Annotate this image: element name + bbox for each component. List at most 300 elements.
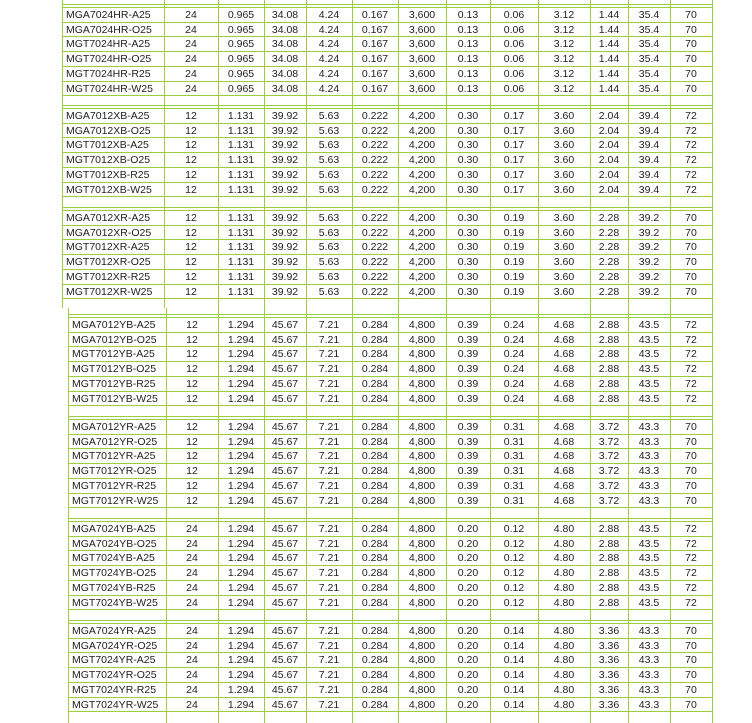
spec-cell-col-13: 70 (685, 83, 697, 95)
spec-cell-col-9: 0.31 (503, 436, 525, 448)
spec-cell-col-7: 4,800 (408, 393, 436, 405)
model-number-cell: MGT7024HR-R25 (66, 68, 151, 80)
spec-cell-col-11: 2.88 (598, 523, 620, 535)
spec-cell-col-10: 3.60 (553, 184, 575, 196)
spec-cell-col-6: 0.222 (361, 125, 389, 137)
spec-cell-col-7: 3,600 (408, 68, 436, 80)
spec-cell-col-5: 5.63 (318, 241, 340, 253)
spec-cell-col-4: 45.67 (271, 421, 299, 433)
model-number-cell: MGT7012XB-R25 (66, 169, 150, 181)
spec-cell-col-12: 43.3 (638, 640, 660, 652)
spec-cell-col-8: 0.30 (457, 241, 479, 253)
spec-cell-col-8: 0.20 (457, 582, 479, 594)
spec-cell-col-3: 1.131 (227, 241, 255, 253)
spec-cell-col-7: 4,800 (408, 450, 436, 462)
spec-cell-col-11: 2.88 (598, 582, 620, 594)
spec-cell-col-10: 3.12 (553, 83, 575, 95)
spec-cell-col-13: 72 (685, 169, 697, 181)
spec-cell-col-11: 2.28 (598, 241, 620, 253)
spec-cell-col-4: 45.67 (271, 699, 299, 711)
spec-cell-col-2: 12 (186, 480, 198, 492)
spec-cell-col-7: 4,800 (408, 582, 436, 594)
spec-cell-col-11: 1.44 (598, 38, 620, 50)
spec-cell-col-12: 43.5 (638, 567, 660, 579)
spec-cell-col-5: 5.63 (318, 271, 340, 283)
spec-cell-col-5: 7.21 (318, 669, 340, 681)
spec-cell-col-4: 45.67 (271, 669, 299, 681)
spec-cell-col-11: 3.36 (598, 640, 620, 652)
model-number-cell: MGT7024YR-O25 (72, 669, 157, 681)
spec-cell-col-4: 45.67 (271, 319, 299, 331)
spec-cell-col-2: 12 (185, 227, 197, 239)
spec-cell-col-6: 0.284 (361, 567, 389, 579)
spec-cell-col-13: 70 (685, 53, 697, 65)
spec-cell-col-6: 0.284 (361, 597, 389, 609)
spec-cell-col-9: 0.12 (503, 597, 525, 609)
spec-cell-col-5: 7.21 (318, 378, 340, 390)
spec-cell-col-6: 0.284 (361, 582, 389, 594)
spec-cell-col-7: 4,800 (408, 495, 436, 507)
spec-cell-col-12: 43.5 (638, 582, 660, 594)
spec-cell-col-13: 70 (685, 495, 697, 507)
spec-cell-col-12: 43.5 (638, 597, 660, 609)
model-number-cell: MGT7012XB-A25 (66, 139, 149, 151)
spec-cell-col-13: 70 (685, 227, 697, 239)
spec-cell-col-3: 1.131 (227, 184, 255, 196)
spec-cell-col-7: 4,200 (408, 169, 436, 181)
spec-cell-col-13: 70 (685, 241, 697, 253)
spec-cell-col-8: 0.39 (457, 363, 479, 375)
spec-cell-col-12: 43.5 (638, 538, 660, 550)
spec-cell-col-13: 72 (685, 378, 697, 390)
spec-cell-col-12: 43.3 (638, 421, 660, 433)
spec-cell-col-13: 70 (685, 699, 697, 711)
spec-cell-col-3: 1.294 (227, 393, 255, 405)
spec-cell-col-4: 45.67 (271, 597, 299, 609)
spec-cell-col-10: 4.80 (553, 625, 575, 637)
spec-cell-col-6: 0.167 (361, 53, 389, 65)
spec-cell-col-7: 4,800 (408, 378, 436, 390)
model-number-cell: MGA7024YB-O25 (72, 538, 157, 550)
spec-cell-col-4: 45.67 (271, 465, 299, 477)
spec-cell-col-4: 34.08 (271, 83, 299, 95)
spec-cell-col-3: 1.294 (227, 640, 255, 652)
model-number-cell: MGA7012YR-A25 (72, 421, 157, 433)
spec-cell-col-12: 39.2 (638, 212, 660, 224)
spec-cell-col-8: 0.30 (457, 286, 479, 298)
spec-cell-col-10: 4.68 (553, 348, 575, 360)
spec-cell-col-4: 39.92 (271, 227, 299, 239)
spec-cell-col-12: 43.3 (638, 480, 660, 492)
spec-cell-col-13: 72 (685, 582, 697, 594)
spec-cell-col-7: 4,200 (408, 125, 436, 137)
spec-cell-col-10: 3.60 (553, 139, 575, 151)
spec-cell-col-9: 0.17 (503, 154, 525, 166)
spec-cell-col-13: 70 (685, 640, 697, 652)
spec-cell-col-8: 0.30 (457, 184, 479, 196)
model-number-cell: MGT7012YB-O25 (72, 363, 157, 375)
spec-cell-col-5: 7.21 (318, 436, 340, 448)
spec-cell-col-4: 39.92 (271, 110, 299, 122)
spec-cell-col-12: 39.4 (638, 169, 660, 181)
spec-cell-col-4: 45.67 (271, 348, 299, 360)
spec-cell-col-2: 24 (185, 38, 197, 50)
spec-cell-col-2: 12 (185, 212, 197, 224)
spec-cell-col-4: 39.92 (271, 184, 299, 196)
spec-cell-col-13: 72 (685, 125, 697, 137)
spec-cell-col-9: 0.06 (503, 24, 525, 36)
spec-cell-col-8: 0.39 (457, 393, 479, 405)
spec-cell-col-10: 4.80 (553, 699, 575, 711)
spec-cell-col-11: 3.72 (598, 436, 620, 448)
model-number-cell: MGT7024HR-O25 (66, 53, 152, 65)
spec-cell-col-6: 0.284 (361, 640, 389, 652)
model-number-cell: MGT7024YR-R25 (72, 684, 157, 696)
spec-cell-col-12: 43.3 (638, 669, 660, 681)
spec-cell-col-13: 70 (685, 24, 697, 36)
spec-cell-col-2: 24 (186, 625, 198, 637)
spec-cell-col-8: 0.20 (457, 625, 479, 637)
spec-cell-col-12: 43.3 (638, 684, 660, 696)
spec-cell-col-7: 3,600 (408, 38, 436, 50)
spec-cell-col-3: 0.965 (227, 38, 255, 50)
spec-cell-col-10: 3.60 (553, 154, 575, 166)
spec-cell-col-8: 0.30 (457, 271, 479, 283)
spec-cell-col-13: 72 (685, 597, 697, 609)
spec-cell-col-7: 4,200 (408, 139, 436, 151)
spec-cell-col-2: 12 (185, 256, 197, 268)
spec-cell-col-3: 1.294 (227, 495, 255, 507)
spec-cell-col-8: 0.13 (457, 9, 479, 21)
spec-cell-col-9: 0.14 (503, 640, 525, 652)
spec-cell-col-10: 3.60 (553, 125, 575, 137)
spec-cell-col-2: 24 (186, 552, 198, 564)
spec-cell-col-3: 1.294 (227, 669, 255, 681)
spec-cell-col-13: 70 (685, 684, 697, 696)
spec-cell-col-4: 39.92 (271, 256, 299, 268)
spec-cell-col-6: 0.167 (361, 83, 389, 95)
spec-cell-col-4: 45.67 (271, 378, 299, 390)
spec-cell-col-6: 0.167 (361, 68, 389, 80)
spec-cell-col-7: 3,600 (408, 83, 436, 95)
grid-line-horizontal (68, 314, 713, 315)
model-number-cell: MGT7024YR-A25 (72, 654, 156, 666)
spec-cell-col-2: 12 (186, 450, 198, 462)
spec-cell-col-11: 2.88 (598, 538, 620, 550)
spec-cell-col-2: 12 (185, 241, 197, 253)
spec-cell-col-10: 3.12 (553, 53, 575, 65)
spec-cell-col-6: 0.284 (361, 436, 389, 448)
spec-cell-col-8: 0.13 (457, 68, 479, 80)
spec-cell-col-3: 1.294 (227, 319, 255, 331)
spec-cell-col-9: 0.06 (503, 83, 525, 95)
spec-cell-col-7: 3,600 (408, 9, 436, 21)
spec-cell-col-9: 0.12 (503, 523, 525, 535)
spec-cell-col-2: 12 (186, 436, 198, 448)
spec-cell-col-13: 72 (685, 393, 697, 405)
spec-cell-col-6: 0.222 (361, 169, 389, 181)
spec-cell-col-10: 3.60 (553, 227, 575, 239)
spec-cell-col-6: 0.284 (361, 334, 389, 346)
spec-cell-col-9: 0.19 (503, 227, 525, 239)
model-number-cell: MGT7024YB-W25 (72, 597, 158, 609)
spec-cell-col-11: 3.72 (598, 480, 620, 492)
spec-cell-col-8: 0.30 (457, 169, 479, 181)
spec-cell-col-2: 12 (185, 125, 197, 137)
spec-cell-col-3: 1.131 (227, 271, 255, 283)
spec-cell-col-12: 43.3 (638, 465, 660, 477)
spec-cell-col-2: 12 (185, 154, 197, 166)
spec-cell-col-13: 72 (685, 334, 697, 346)
spec-cell-col-3: 1.294 (227, 480, 255, 492)
spec-cell-col-2: 24 (186, 597, 198, 609)
spec-cell-col-8: 0.20 (457, 654, 479, 666)
spec-cell-col-10: 4.68 (553, 334, 575, 346)
spec-cell-col-2: 12 (186, 319, 198, 331)
spec-cell-col-11: 2.88 (598, 363, 620, 375)
spec-cell-col-6: 0.222 (361, 241, 389, 253)
spec-cell-col-2: 12 (185, 271, 197, 283)
model-number-cell: MGT7012YR-R25 (72, 480, 157, 492)
model-number-cell: MGT7012XR-W25 (66, 286, 153, 298)
spec-cell-col-9: 0.31 (503, 421, 525, 433)
spec-cell-col-5: 7.21 (318, 363, 340, 375)
spec-cell-col-11: 1.44 (598, 53, 620, 65)
spec-cell-col-3: 1.294 (227, 699, 255, 711)
spec-cell-col-3: 1.294 (227, 597, 255, 609)
spec-cell-col-3: 1.294 (227, 334, 255, 346)
spec-cell-col-12: 35.4 (638, 38, 660, 50)
spec-cell-col-9: 0.31 (503, 495, 525, 507)
spec-cell-col-4: 45.67 (271, 495, 299, 507)
spec-cell-col-11: 2.04 (598, 169, 620, 181)
grid-line-vertical (712, 0, 713, 308)
spec-cell-col-8: 0.13 (457, 83, 479, 95)
spec-cell-col-7: 4,800 (408, 625, 436, 637)
spec-cell-col-6: 0.284 (361, 654, 389, 666)
spec-cell-col-10: 4.80 (553, 640, 575, 652)
spec-cell-col-2: 24 (186, 654, 198, 666)
spec-cell-col-8: 0.39 (457, 465, 479, 477)
spec-cell-col-4: 45.67 (271, 363, 299, 375)
spec-cell-col-12: 39.4 (638, 184, 660, 196)
spec-cell-col-2: 24 (185, 53, 197, 65)
spec-cell-col-10: 3.60 (553, 169, 575, 181)
spec-cell-col-13: 70 (685, 9, 697, 21)
spec-cell-col-8: 0.20 (457, 523, 479, 535)
spec-cell-col-10: 3.12 (553, 68, 575, 80)
spec-cell-col-2: 12 (185, 139, 197, 151)
spec-cell-col-6: 0.222 (361, 256, 389, 268)
spec-cell-col-10: 4.80 (553, 552, 575, 564)
spec-cell-col-2: 12 (186, 348, 198, 360)
spec-cell-col-13: 72 (685, 154, 697, 166)
spec-cell-col-10: 3.60 (553, 241, 575, 253)
spec-cell-col-9: 0.06 (503, 38, 525, 50)
spec-cell-col-9: 0.17 (503, 169, 525, 181)
spec-cell-col-5: 4.24 (318, 53, 340, 65)
spec-cell-col-5: 4.24 (318, 68, 340, 80)
spec-cell-col-5: 7.21 (318, 495, 340, 507)
spec-cell-col-7: 4,800 (408, 669, 436, 681)
spec-cell-col-9: 0.17 (503, 139, 525, 151)
spec-cell-col-12: 43.5 (638, 334, 660, 346)
spec-cell-col-6: 0.284 (361, 480, 389, 492)
spec-cell-col-12: 39.2 (638, 271, 660, 283)
spec-cell-col-7: 4,800 (408, 436, 436, 448)
model-number-cell: MGA7024YR-O25 (72, 640, 158, 652)
spec-cell-col-13: 70 (685, 212, 697, 224)
spec-cell-col-5: 7.21 (318, 597, 340, 609)
spec-cell-col-4: 45.67 (271, 538, 299, 550)
spec-cell-col-9: 0.31 (503, 450, 525, 462)
spec-cell-col-8: 0.13 (457, 24, 479, 36)
spec-cell-col-10: 4.68 (553, 495, 575, 507)
spec-cell-col-5: 7.21 (318, 582, 340, 594)
spec-cell-col-4: 39.92 (271, 286, 299, 298)
grid-line-horizontal (62, 207, 713, 208)
spec-cell-col-10: 3.60 (553, 286, 575, 298)
spec-cell-col-3: 0.965 (227, 83, 255, 95)
spec-cell-col-8: 0.20 (457, 552, 479, 564)
model-number-cell: MGA7024HR-A25 (66, 9, 151, 21)
spec-cell-col-6: 0.222 (361, 286, 389, 298)
spec-cell-col-3: 1.294 (227, 684, 255, 696)
spec-cell-col-12: 43.5 (638, 393, 660, 405)
model-number-cell: MGT7012YR-A25 (72, 450, 156, 462)
spec-cell-col-6: 0.284 (361, 552, 389, 564)
spec-cell-col-2: 24 (185, 83, 197, 95)
spec-cell-col-5: 5.63 (318, 184, 340, 196)
spec-cell-col-13: 70 (685, 38, 697, 50)
spec-cell-col-2: 12 (185, 110, 197, 122)
spec-cell-col-3: 1.294 (227, 654, 255, 666)
spec-cell-col-3: 1.131 (227, 125, 255, 137)
spec-cell-col-9: 0.17 (503, 125, 525, 137)
spec-cell-col-11: 3.36 (598, 699, 620, 711)
spec-cell-col-8: 0.30 (457, 139, 479, 151)
spec-cell-col-5: 4.24 (318, 83, 340, 95)
spec-cell-col-4: 45.67 (271, 625, 299, 637)
spec-cell-col-12: 35.4 (638, 83, 660, 95)
spec-cell-col-10: 4.68 (553, 393, 575, 405)
spec-cell-col-9: 0.24 (503, 334, 525, 346)
spec-cell-col-5: 7.21 (318, 625, 340, 637)
spec-cell-col-9: 0.14 (503, 654, 525, 666)
spec-cell-col-6: 0.284 (361, 319, 389, 331)
spec-cell-col-2: 12 (186, 421, 198, 433)
model-number-cell: MGT7012YR-O25 (72, 465, 157, 477)
spec-cell-col-7: 4,800 (408, 348, 436, 360)
spec-cell-col-5: 7.21 (318, 538, 340, 550)
spec-cell-col-4: 45.67 (271, 582, 299, 594)
spec-cell-col-9: 0.31 (503, 480, 525, 492)
spec-cell-col-4: 45.67 (271, 654, 299, 666)
model-number-cell: MGT7012XB-W25 (66, 184, 152, 196)
spec-cell-col-8: 0.39 (457, 421, 479, 433)
spec-cell-col-4: 39.92 (271, 169, 299, 181)
spec-cell-col-4: 34.08 (271, 53, 299, 65)
spec-cell-col-4: 39.92 (271, 125, 299, 137)
spec-cell-col-12: 39.2 (638, 286, 660, 298)
spec-cell-col-2: 12 (185, 184, 197, 196)
spec-cell-col-7: 4,800 (408, 363, 436, 375)
spec-cell-col-7: 4,200 (408, 227, 436, 239)
spec-cell-col-8: 0.20 (457, 684, 479, 696)
spec-cell-col-7: 4,800 (408, 640, 436, 652)
spec-cell-col-9: 0.24 (503, 363, 525, 375)
spec-cell-col-11: 2.04 (598, 110, 620, 122)
spec-cell-col-10: 3.60 (553, 271, 575, 283)
spec-cell-col-9: 0.19 (503, 271, 525, 283)
model-number-cell: MGA7012XB-O25 (66, 125, 151, 137)
spec-cell-col-11: 2.04 (598, 154, 620, 166)
spec-cell-col-5: 7.21 (318, 348, 340, 360)
spec-cell-col-7: 4,800 (408, 421, 436, 433)
spec-cell-col-10: 4.80 (553, 669, 575, 681)
spec-cell-col-7: 4,800 (408, 523, 436, 535)
model-number-cell: MGT7024HR-A25 (66, 38, 151, 50)
model-number-cell: MGA7024YB-A25 (72, 523, 156, 535)
spec-cell-col-8: 0.30 (457, 125, 479, 137)
spec-cell-col-13: 72 (685, 567, 697, 579)
spec-cell-col-5: 7.21 (318, 523, 340, 535)
spec-cell-col-11: 3.72 (598, 450, 620, 462)
spec-cell-col-12: 43.3 (638, 625, 660, 637)
spec-cell-col-8: 0.30 (457, 110, 479, 122)
spec-cell-col-11: 2.88 (598, 393, 620, 405)
spec-cell-col-5: 4.24 (318, 24, 340, 36)
spec-cell-col-4: 45.67 (271, 567, 299, 579)
spec-cell-col-12: 43.3 (638, 495, 660, 507)
spec-cell-col-5: 7.21 (318, 640, 340, 652)
model-number-cell: MGT7012YB-W25 (72, 393, 158, 405)
spec-cell-col-7: 4,800 (408, 538, 436, 550)
spec-cell-col-10: 3.12 (553, 24, 575, 36)
spec-cell-col-2: 24 (185, 24, 197, 36)
spec-cell-col-6: 0.284 (361, 684, 389, 696)
model-number-cell: MGT7012XR-A25 (66, 241, 150, 253)
grid-line-horizontal (68, 416, 713, 417)
spec-cell-col-8: 0.20 (457, 538, 479, 550)
spec-cell-col-2: 12 (186, 495, 198, 507)
spec-cell-col-4: 39.92 (271, 154, 299, 166)
spec-cell-col-12: 43.5 (638, 552, 660, 564)
spec-cell-col-10: 3.60 (553, 256, 575, 268)
spec-cell-col-11: 1.44 (598, 9, 620, 21)
spec-cell-col-6: 0.222 (361, 139, 389, 151)
spec-cell-col-4: 39.92 (271, 271, 299, 283)
spec-cell-col-3: 1.294 (227, 523, 255, 535)
spec-cell-col-11: 3.72 (598, 465, 620, 477)
spec-cell-col-3: 1.294 (227, 436, 255, 448)
model-number-cell: MGT7024HR-W25 (66, 83, 153, 95)
spec-cell-col-5: 5.63 (318, 286, 340, 298)
spec-cell-col-3: 1.294 (227, 625, 255, 637)
spec-cell-col-12: 43.5 (638, 523, 660, 535)
spec-cell-col-4: 45.67 (271, 450, 299, 462)
spec-cell-col-10: 4.68 (553, 465, 575, 477)
spec-cell-col-12: 35.4 (638, 9, 660, 21)
spec-cell-col-11: 2.04 (598, 125, 620, 137)
spec-cell-col-12: 43.5 (638, 348, 660, 360)
spec-cell-col-8: 0.20 (457, 669, 479, 681)
spec-cell-col-5: 5.63 (318, 125, 340, 137)
spec-cell-col-4: 34.08 (271, 38, 299, 50)
spec-cell-col-6: 0.167 (361, 9, 389, 21)
spec-cell-col-13: 70 (685, 436, 697, 448)
spec-cell-col-7: 4,800 (408, 334, 436, 346)
